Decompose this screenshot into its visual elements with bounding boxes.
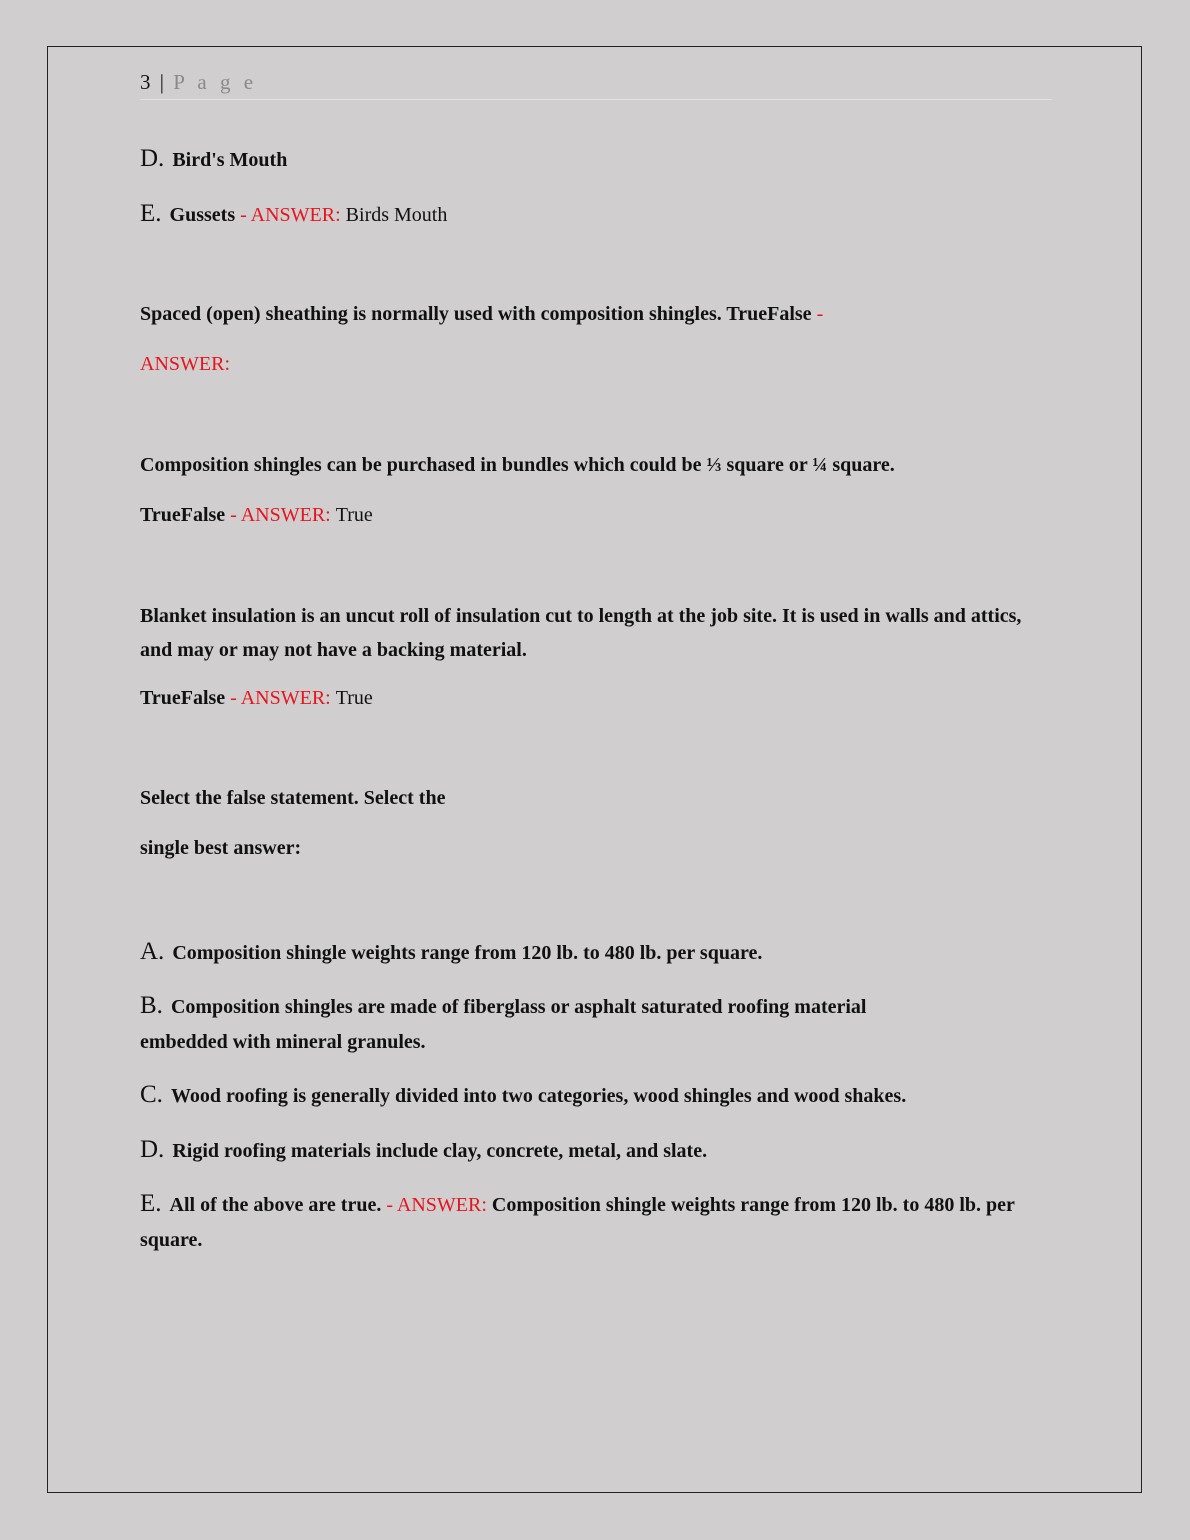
q1-option-e <box>140 200 447 228</box>
answer-label: - ANSWER: <box>235 204 341 226</box>
options-text: TrueFalse <box>140 504 226 526</box>
answer-label: - ANSWER: <box>225 504 331 526</box>
answer-text: True <box>335 504 373 526</box>
q3-answer-line <box>140 504 373 527</box>
option-text: Rigid roofing materials include clay, concrete, metal, and slate. <box>172 1140 708 1162</box>
answer-text: Birds Mouth <box>345 204 448 226</box>
answer-dash: - <box>811 303 824 325</box>
page-header <box>140 70 1052 100</box>
option-text: Wood roofing is generally divided into two categories, wood shingles and wood shakes. <box>170 1085 907 1107</box>
answer-label: - ANSWER: <box>381 1194 487 1216</box>
answer-text: True <box>335 687 373 709</box>
q5-option-d <box>140 1136 707 1164</box>
page-word: P a g e <box>173 70 258 94</box>
option-text: Composition shingle weights range from 120 lb. to 480 lb. per square. <box>172 942 763 964</box>
q5-question-line1: Select the false statement. Select the <box>140 787 446 809</box>
option-letter: D. <box>140 1136 165 1163</box>
option-text: Composition shingles are made of fiberglass or asphalt saturated roofing material <box>170 996 867 1018</box>
options-text: TrueFalse <box>140 687 226 709</box>
answer-label: - ANSWER: <box>225 687 331 709</box>
answer-text: Composition shingle weights range from 120 lb. to 480 lb. per <box>491 1194 1015 1216</box>
option-letter: E. <box>140 1190 162 1217</box>
option-letter: E. <box>140 200 162 227</box>
q5-answer-continued: square. <box>140 1229 203 1251</box>
option-letter: A. <box>140 938 165 965</box>
q1-option-d <box>140 145 287 173</box>
q2-question <box>140 303 823 326</box>
page-number: 3 <box>140 70 152 94</box>
q5-option-b-continued: embedded with mineral granules. <box>140 1031 426 1053</box>
page-frame <box>47 46 1142 1493</box>
q5-option-a <box>140 938 762 966</box>
q3-question: Composition shingles can be purchased in bundles which could be ⅓ square or ¼ square. <box>140 454 895 476</box>
option-text: Gussets <box>169 204 236 226</box>
q4-question: Blanket insulation is an uncut roll of insulation cut to length at the job site. It is used in walls and attics, and may or may not have a backing material. <box>140 605 1022 661</box>
option-text: All of the above are true. <box>169 1194 382 1216</box>
q4-answer-line <box>140 687 373 710</box>
option-text: Bird's Mouth <box>172 149 288 171</box>
option-letter: D. <box>140 145 165 172</box>
q5-option-c <box>140 1081 906 1109</box>
q5-option-e <box>140 1190 1015 1218</box>
header-separator: | <box>159 70 165 94</box>
option-letter: B. <box>140 992 163 1019</box>
q5-option-b <box>140 992 866 1020</box>
question-text: Spaced (open) sheathing is normally used with composition shingles. TrueFalse <box>140 303 812 325</box>
q2-answer-label: ANSWER: <box>140 353 230 375</box>
q5-question-line2: single best answer: <box>140 837 302 859</box>
option-letter: C. <box>140 1081 163 1108</box>
